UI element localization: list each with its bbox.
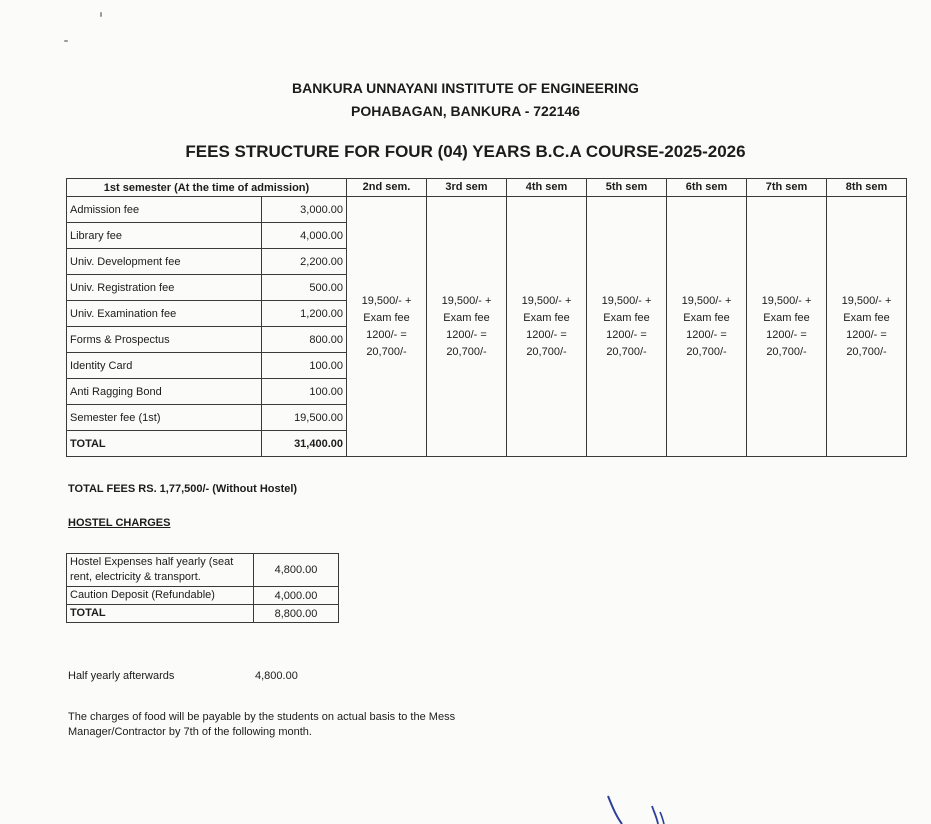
fee-amount: 800.00 <box>262 327 347 353</box>
table-row <box>67 197 907 223</box>
sem-fee-line: 19,500/- + <box>681 294 732 307</box>
hostel-charges-title: HOSTEL CHARGES <box>68 517 171 529</box>
sem-fee-line: Exam fee <box>603 311 650 324</box>
hostel-label: Hostel Expenses half yearly (seat rent, electricity & transport. <box>67 554 254 587</box>
signature-stroke <box>652 806 658 824</box>
table-header-row <box>67 179 907 197</box>
table-row <box>67 554 339 587</box>
sem-fee-line: Exam fee <box>363 311 410 324</box>
sem-fee-line: 1200/- = <box>366 328 407 341</box>
sem-fee-5th <box>587 197 667 457</box>
sem-fee-line: 19,500/- + <box>841 294 892 307</box>
sem-fee-4th <box>507 197 587 457</box>
scan-speck <box>100 12 102 17</box>
sem-fee-6th <box>667 197 747 457</box>
hostel-total-amount: 8,800.00 <box>254 605 339 623</box>
sem-fee-line: 1200/- = <box>526 328 567 341</box>
hostel-amount: 4,800.00 <box>254 554 339 587</box>
total-amount: 31,400.00 <box>262 431 347 457</box>
column-header-3rd-sem: 3rd sem <box>427 179 507 197</box>
column-header-2nd-sem: 2nd sem. <box>347 179 427 197</box>
sem-fee-2nd <box>347 197 427 457</box>
institute-address: POHABAGAN, BANKURA - 722146 <box>351 103 580 119</box>
hostel-charges-table <box>66 553 339 623</box>
sem-fee-line: 20,700/- <box>606 345 647 358</box>
total-fees-note: TOTAL FEES RS. 1,77,500/- (Without Hostel) <box>68 483 298 495</box>
fee-label: Identity Card <box>67 353 262 379</box>
sem-fee-line: 20,700/- <box>366 345 407 358</box>
signature-icon <box>600 792 680 824</box>
fee-amount: 100.00 <box>262 379 347 405</box>
sem-fee-line: 19,500/- + <box>761 294 812 307</box>
fee-amount: 1,200.00 <box>262 301 347 327</box>
fee-label: Anti Ragging Bond <box>67 379 262 405</box>
column-header-1st-sem: 1st semester (At the time of admission) <box>67 179 347 197</box>
signature-stroke <box>660 812 664 824</box>
sem-fee-line: Exam fee <box>763 311 810 324</box>
fee-amount: 2,200.00 <box>262 249 347 275</box>
sem-fee-line: 19,500/- + <box>521 294 572 307</box>
sem-fee-line: Exam fee <box>843 311 890 324</box>
half-yearly-amount: 4,800.00 <box>255 670 298 682</box>
scan-speck <box>64 40 68 42</box>
sem-fee-line: 20,700/- <box>766 345 807 358</box>
sem-fee-line: Exam fee <box>523 311 570 324</box>
total-row <box>67 605 339 623</box>
fee-amount: 3,000.00 <box>262 197 347 223</box>
fees-structure-table <box>66 178 907 457</box>
fee-label: Univ. Examination fee <box>67 301 262 327</box>
sem-fee-line: 20,700/- <box>686 345 727 358</box>
fee-label: Forms & Prospectus <box>67 327 262 353</box>
fee-label: Library fee <box>67 223 262 249</box>
fee-label: Univ. Development fee <box>67 249 262 275</box>
sem-fee-line: Exam fee <box>683 311 730 324</box>
sem-fee-line: 20,700/- <box>526 345 567 358</box>
half-yearly-label: Half yearly afterwards <box>68 670 175 682</box>
sem-fee-line: 19,500/- + <box>361 294 412 307</box>
column-header-8th-sem: 8th sem <box>827 179 907 197</box>
sem-fee-line: 20,700/- <box>846 345 887 358</box>
sem-fee-line: 1200/- = <box>846 328 887 341</box>
hostel-amount: 4,000.00 <box>254 587 339 605</box>
fee-amount: 19,500.00 <box>262 405 347 431</box>
sem-fee-line: 1200/- = <box>686 328 727 341</box>
sem-fee-line: 1200/- = <box>606 328 647 341</box>
sem-fee-line: 19,500/- + <box>441 294 492 307</box>
hostel-label: Caution Deposit (Refundable) <box>67 587 254 605</box>
table-row <box>67 587 339 605</box>
sem-fee-line: 19,500/- + <box>601 294 652 307</box>
total-label: TOTAL <box>67 431 262 457</box>
sem-fee-3rd <box>427 197 507 457</box>
fee-label: Semester fee (1st) <box>67 405 262 431</box>
column-header-4th-sem: 4th sem <box>507 179 587 197</box>
fee-amount: 100.00 <box>262 353 347 379</box>
hostel-total-label: TOTAL <box>67 605 254 623</box>
fee-label: Admission fee <box>67 197 262 223</box>
food-charges-note: The charges of food will be payable by the students on actual basis to the Mess Manager/Contractor by 7th of the following month. <box>68 711 456 738</box>
sem-fee-line: 1200/- = <box>766 328 807 341</box>
fee-label: Univ. Registration fee <box>67 275 262 301</box>
signature-stroke <box>608 796 622 824</box>
column-header-6th-sem: 6th sem <box>667 179 747 197</box>
course-title: FEES STRUCTURE FOR FOUR (04) YEARS B.C.A COURSE-2025-2026 <box>185 142 746 161</box>
sem-fee-7th <box>747 197 827 457</box>
sem-fee-line: Exam fee <box>443 311 490 324</box>
column-header-5th-sem: 5th sem <box>587 179 667 197</box>
sem-fee-8th <box>827 197 907 457</box>
institute-name: BANKURA UNNAYANI INSTITUTE OF ENGINEERING <box>292 80 639 96</box>
column-header-7th-sem: 7th sem <box>747 179 827 197</box>
sem-fee-line: 1200/- = <box>446 328 487 341</box>
sem-fee-line: 20,700/- <box>446 345 487 358</box>
fee-amount: 4,000.00 <box>262 223 347 249</box>
fee-amount: 500.00 <box>262 275 347 301</box>
